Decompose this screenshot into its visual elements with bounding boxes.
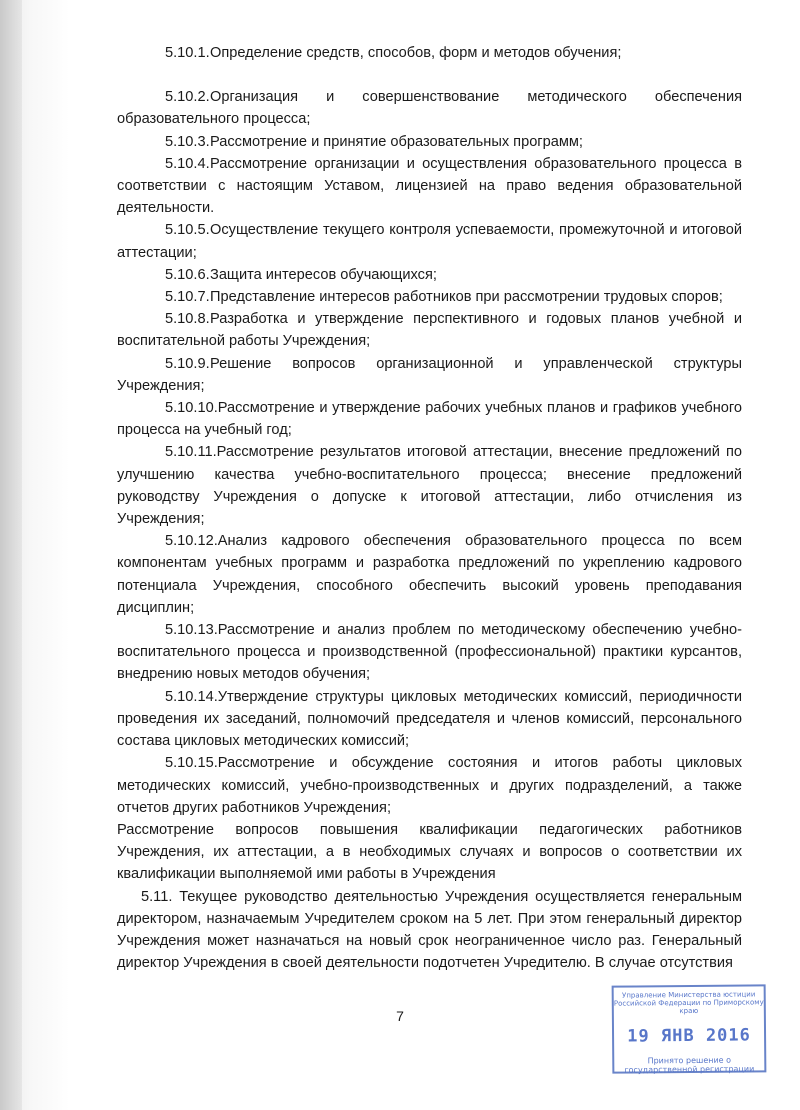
list-item: [117, 308, 742, 352]
item-number: 5.10.13.: [165, 622, 218, 639]
item-text: Решение вопросов организационной и управленческой структуры Учреждения;: [117, 355, 742, 394]
document-body: [117, 42, 742, 974]
list-item: [117, 752, 742, 819]
item-number: 5.10.10.: [165, 400, 218, 417]
item-number: 5.10.7.: [165, 289, 210, 306]
item-text: Анализ кадрового обеспечения образовательного процесса по всем компонентам учебных программ и разработка предложений по укреплению кадрового потенциала Учреждения, способного обеспечить высокий уровень преподавания дисциплин;: [117, 533, 742, 616]
list-item: [117, 286, 742, 308]
list-item: [117, 441, 742, 530]
item-text: Осуществление текущего контроля успеваемости, промежуточной и итоговой аттестации;: [117, 222, 742, 261]
item-text: Рассмотрение организации и осуществления образовательного процесса в соответствии с настоящим Уставом, лицензией на право ведения образовательной деятельности.: [117, 155, 742, 217]
item-number: 5.10.1.: [165, 45, 210, 61]
item-number: 5.10.12.: [165, 533, 218, 550]
item-text: Рассмотрение и принятие образовательных программ;: [210, 133, 583, 150]
item-number: 5.10.11.: [165, 444, 217, 461]
item-number: 5.10.15.: [165, 755, 218, 772]
stamp-authority-text: Управление Министерства юстиции Российской Федерации по Приморскому краю: [613, 990, 764, 1016]
list-item: [117, 153, 742, 220]
list-item: [117, 530, 742, 619]
section-511-paragraph: 5.11. Текущее руководство деятельностью Учреждения осуществляется генеральным директором, назначаемым Учредителем сроком на 5 лет. При этом генеральный директор Учреждения может назначаться на новый срок неограниченное число раз. Генеральный директор Учреждения в своей деятельности подотчетен Учредителю. В случае отсутствия: [117, 888, 742, 972]
list-item: [117, 86, 742, 130]
list-item: [117, 264, 742, 286]
item-number: 5.10.4.: [165, 155, 210, 172]
item-number: 5.10.3.: [165, 133, 210, 150]
list-item: [117, 131, 742, 153]
item-text: Рассмотрение результатов итоговой аттестации, внесение предложений по улучшению качества учебно-воспитательного процесса; внесение предложений руководству Учреждения о допуске к итоговой аттестации, либо отчисления из Учреждения;: [117, 444, 742, 528]
item-text: Рассмотрение и обсуждение состояния и итогов работы цикловых методических комиссий, учебно-производственных и других подразделений, а также отчетов других работников Учреждения;: [117, 755, 742, 816]
item-text: Защита интересов обучающихся;: [210, 266, 437, 283]
list-item: [117, 686, 742, 753]
list-item: [117, 42, 742, 64]
item-number: 5.10.6.: [165, 266, 210, 283]
list-item: [117, 397, 742, 441]
item-text: Рассмотрение и анализ проблем по методическому обеспечению учебно-воспитательного процесса и производственной (профессиональной) практики курсантов, внедрению новых методов обучения;: [117, 622, 742, 683]
item-number: 5.10.14.: [165, 688, 218, 705]
list-item: [117, 619, 742, 686]
registration-stamp: [612, 984, 767, 1073]
qualification-paragraph: Рассмотрение вопросов повышения квалификации педагогических работников Учреждения, их аттестации, а в необходимых случаях и вопросов о соответствии их квалификации выполняемой ими работы в Учреждения: [117, 821, 742, 883]
stamp-date: 19 ЯНВ 2016: [627, 1025, 751, 1047]
item-text: Представление интересов работников при рассмотрении трудовых споров;: [210, 289, 723, 306]
item-text: Разработка и утверждение перспективного и годовых планов учебной и воспитательной работы Учреждения;: [117, 311, 742, 350]
item-number: 5.10.9.: [165, 355, 210, 372]
item-number: 5.10.2.: [165, 89, 210, 106]
item-number: 5.10.5.: [165, 222, 210, 239]
page-number: 7: [396, 1008, 404, 1024]
list-item: [117, 219, 742, 263]
item-text: Определение средств, способов, форм и методов обучения;: [210, 45, 622, 61]
item-text: Организация и совершенствование методического обеспечения образовательного процесса;: [117, 89, 742, 128]
item-text: Утверждение структуры цикловых методических комиссий, периодичности проведения их заседаний, полномочий председателя и членов комиссий, персонального состава цикловых методических комиссий;: [117, 688, 742, 750]
item-text: Рассмотрение и утверждение рабочих учебных планов и графиков учебного процесса на учебный год;: [117, 400, 742, 439]
page-binding-edge: [0, 0, 22, 1110]
list-item: [117, 353, 742, 397]
stamp-decision-text: Принято решение о государственной регистрации: [624, 1055, 755, 1075]
item-number: 5.10.8.: [165, 311, 210, 328]
